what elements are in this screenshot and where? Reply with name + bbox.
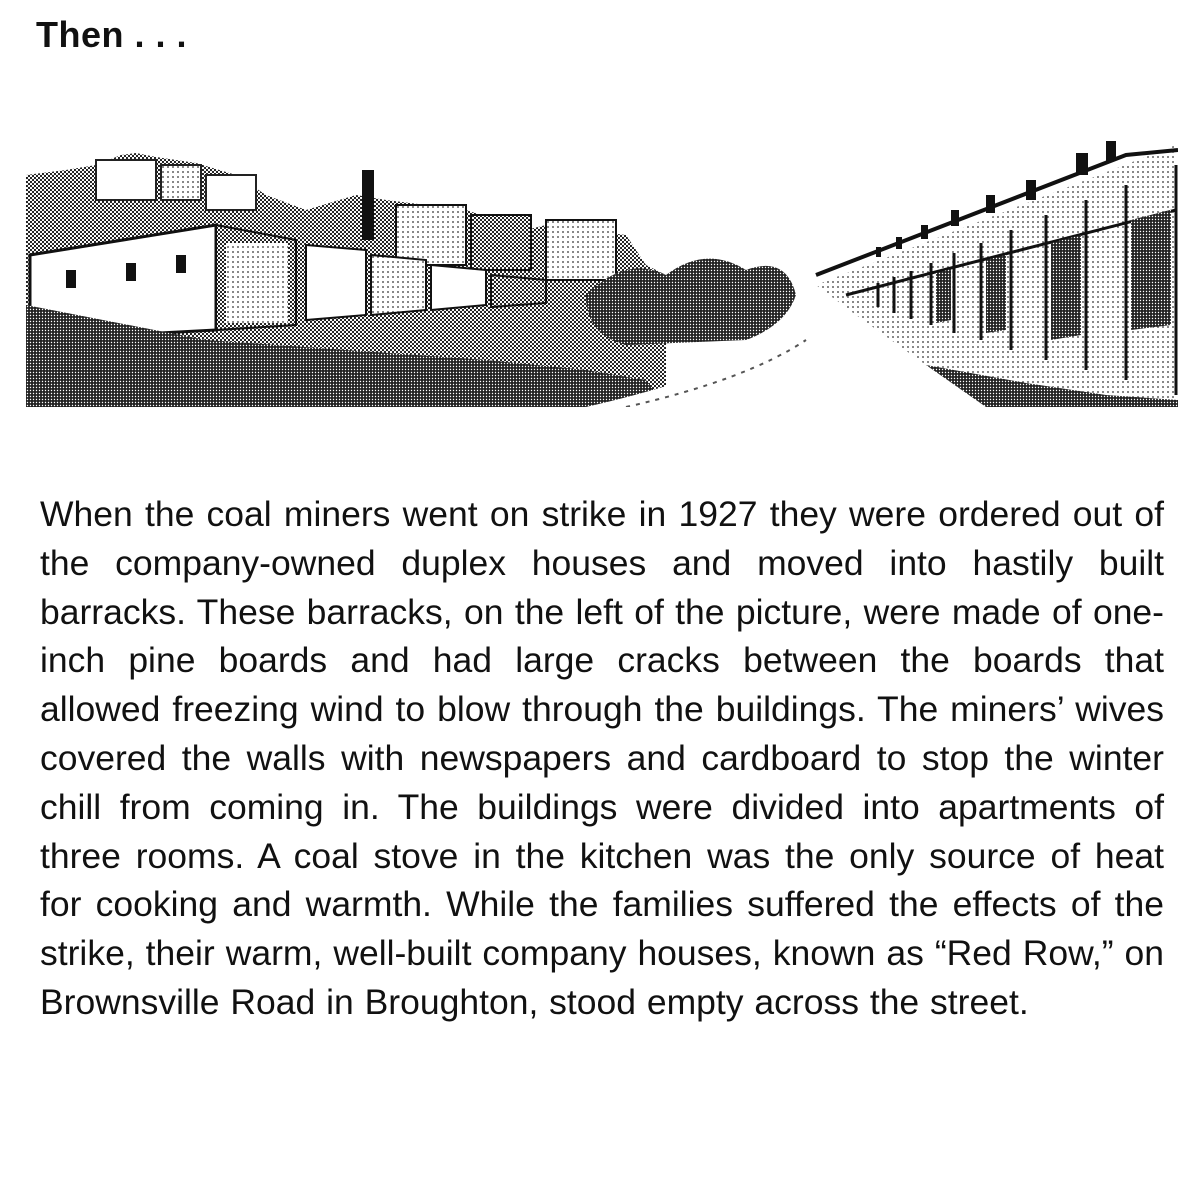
historical-street-photo <box>26 125 1178 407</box>
page-heading: Then . . . <box>36 14 188 55</box>
body-paragraph: When the coal miners went on strike in 1927 they were ordered out of the company-owned duplex houses and moved into hastily built barracks. These barracks, on the left of the picture, were made of one-inch pine boards and had large cracks between the boards that allowed freezing wind to blow through the buildings. The miners’ wives covered the walls with newspapers and cardboard to stop the winter chill from coming in. The buildings were divided into apartments of three rooms. A coal stove in the kitchen was the only source of heat for cooking and warmth. While the families suffered the effects of the strike, their warm, well-built company houses, known as “Red Row,” on Brownsville Road in Broughton, stood empty across the street. <box>40 494 1164 1022</box>
